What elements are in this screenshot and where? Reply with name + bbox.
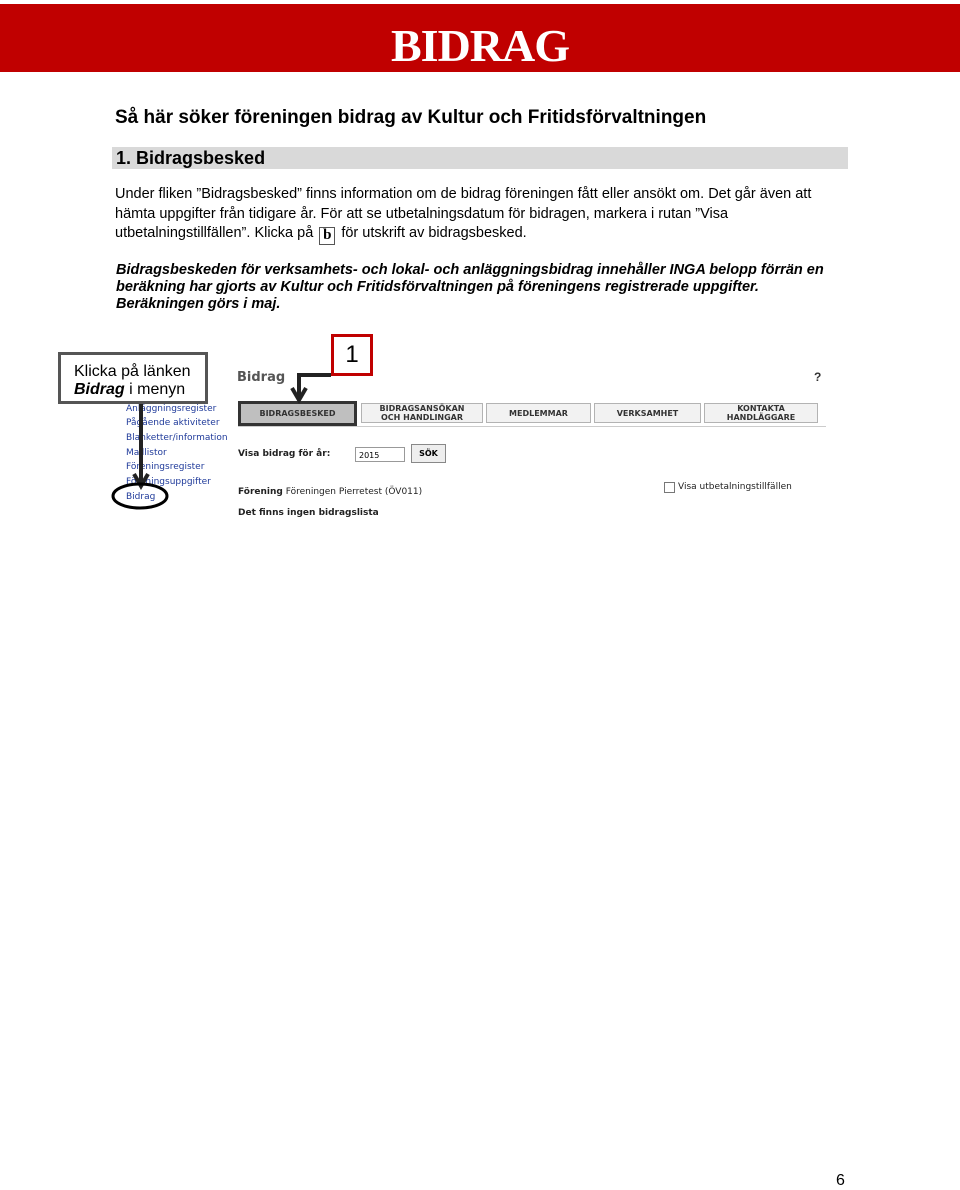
help-icon[interactable]: ? xyxy=(814,370,822,384)
tab-label-line1: KONTAKTA xyxy=(737,404,785,413)
page-number: 6 xyxy=(836,1172,845,1189)
callout-rest: i menyn xyxy=(124,381,186,398)
forening-value: Föreningen Pierretest (ÖV011) xyxy=(285,487,423,497)
step-number-badge: 1 xyxy=(331,334,373,376)
year-label: Visa bidrag för år: xyxy=(238,449,331,459)
tab-label-line2: HANDLÄGGARE xyxy=(726,413,796,422)
tab-label-line1: BIDRAGSANSÖKAN xyxy=(379,404,465,413)
callout-box xyxy=(58,352,208,404)
page-heading: Så här söker föreningen bidrag av Kultur och Fritidsförvaltningen xyxy=(115,107,707,128)
menu-item-anlaggningsregister[interactable]: Anläggningsregister xyxy=(126,404,217,414)
tab-label: BIDRAGSBESKED xyxy=(259,409,336,418)
instruction-text-part1: Under fliken ”Bidragsbesked” finns information om de bidrag föreningen fått eller ansökt om. Det går även att hämta uppgifter från tidigare år. För att se utbetalningsdatum för bidragen, markera i rutan ”Visa utbetalningstillfällen”. Klicka på xyxy=(115,186,812,241)
menu-item-foreningsregister[interactable]: Föreningsregister xyxy=(126,462,205,472)
menu-item-pagaende-aktiviteter[interactable]: Pågående aktiviteter xyxy=(126,418,220,428)
banner-title: BIDRAG xyxy=(390,20,570,71)
tab-label: VERKSAMHET xyxy=(616,408,679,418)
screenshot-title: Bidrag xyxy=(237,370,286,385)
menu-item-blanketter[interactable]: Blanketter/information xyxy=(126,433,228,443)
menu-item-bidrag[interactable]: Bidrag xyxy=(126,492,156,502)
year-input[interactable]: 2015 xyxy=(355,447,405,462)
empty-list-message: Det finns ingen bidragslista xyxy=(238,508,379,518)
tab-label: MEDLEMMAR xyxy=(509,408,568,418)
print-b-icon: b xyxy=(319,227,335,245)
forening-label: Förening xyxy=(238,487,283,497)
section-title: 1. Bidragsbesked xyxy=(116,148,266,168)
callout-line1: Klicka på länken xyxy=(74,363,191,380)
checkbox-label: Visa utbetalningstillfällen xyxy=(678,482,792,492)
search-button[interactable]: SÖK xyxy=(411,444,446,463)
menu-item-maillistor[interactable]: Maillistor xyxy=(126,448,167,458)
menu-item-foreningsuppgifter[interactable]: Föreningsuppgifter xyxy=(126,477,211,487)
note-paragraph: Bidragsbeskeden för verksamhets- och lokal- och anläggningsbidrag innehåller INGA belopp förrän en beräkning har gjorts av Kultur och Fritidsförvaltningen på föreningens registrerade uppgifter. Beräkningen görs i maj. xyxy=(116,262,824,312)
callout-emphasis: Bidrag xyxy=(74,381,125,398)
instruction-text-part2: för utskrift av bidragsbesked. xyxy=(341,225,527,241)
tab-label-line2: OCH HANDLINGAR xyxy=(380,413,464,422)
